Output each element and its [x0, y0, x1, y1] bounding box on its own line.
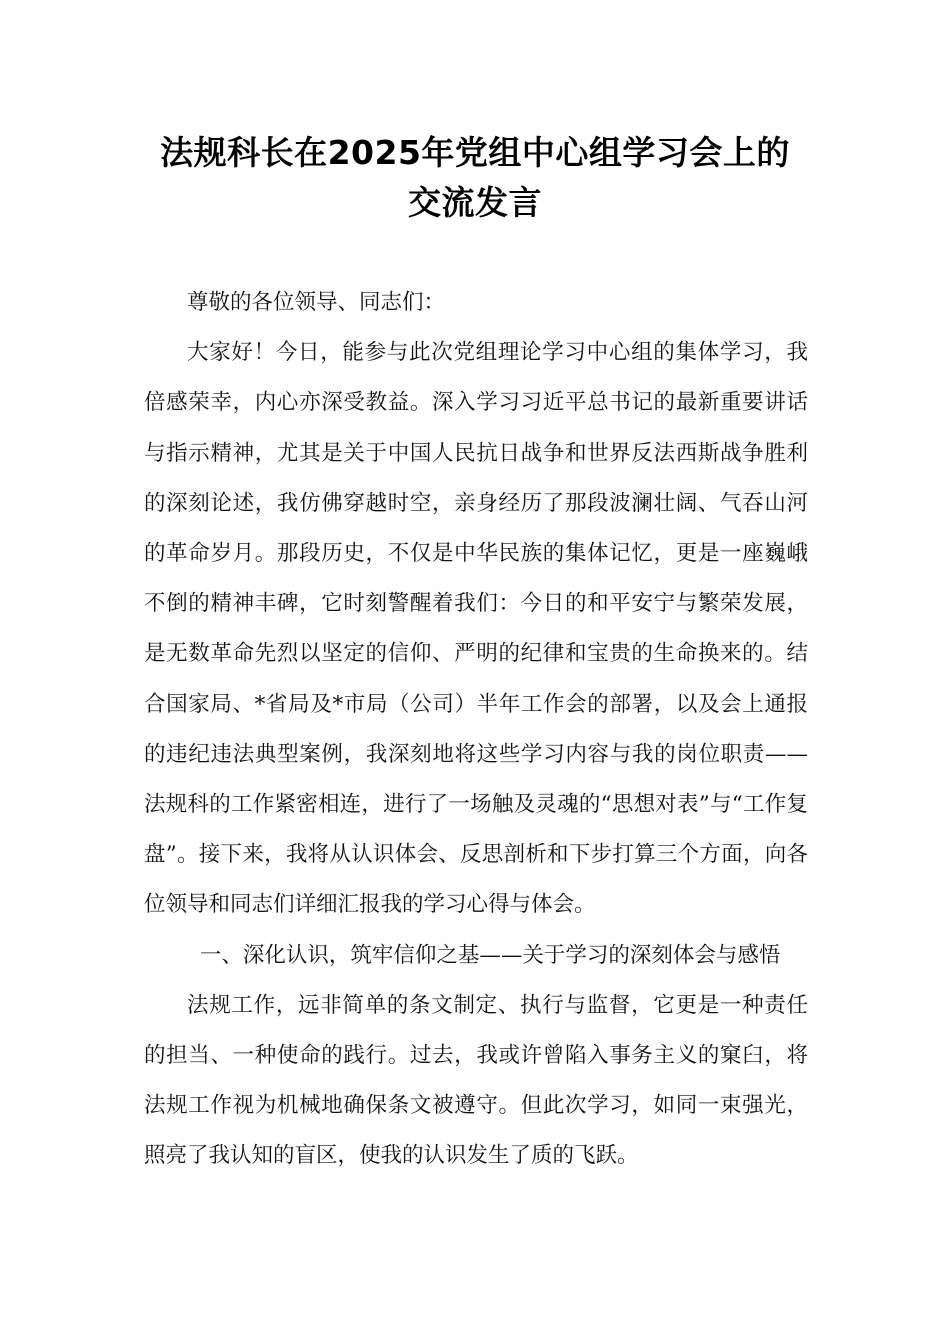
- document-body: [144, 278, 808, 1182]
- paragraph-section-1: 法规工作，远非简单的条文制定、执行与监督，它更是一种责任的担当、一种使命的践行。过去，我或许曾陷入事务主义的窠臼，将法规工作视为机械地确保条文被遵守。但此次学习，如同一束强光，照亮了我认知的盲区，使我的认识发生了质的飞跃。: [144, 992, 808, 1169]
- document-title: [120, 128, 830, 228]
- title-line-2: 交流发言: [408, 183, 542, 222]
- section-heading-1: 一、深化认识，筑牢信仰之基——关于学习的深刻体会与感悟: [199, 942, 781, 968]
- salutation: 尊敬的各位领导、同志们：: [187, 290, 446, 315]
- title-line-1: 法规科长在2025年党组中心组学习会上的: [160, 133, 790, 172]
- paragraph-opening: 大家好！今日，能参与此次党组理论学习中心组的集体学习，我倍感荣幸，内心亦深受教益。深入学习习近平总书记的最新重要讲话与指示精神，尤其是关于中国人民抗日战争和世界反法西斯战争胜利的深刻论述，我仿佛穿越时空，亲身经历了那段波澜壮阔、气吞山河的革命岁月。那段历史，不仅是中华民族的集体记忆，更是一座巍峨不倒的精神丰碑，它时刻警醒着我们：今日的和平安宁与繁荣发展，是无数革命先烈以坚定的信仰、严明的纪律和宝贵的生命换来的。结合国家局、*省局及*市局（公司）半年工作会的部署，以及会上通报的违纪违法典型案例，我深刻地将这些学习内容与我的岗位职责——法规科的工作紧密相连，进行了一场触及灵魂的“思想对表”与“工作复盘”。接下来，我将从认识体会、反思剖析和下步打算三个方面，向各位领导和同志们详细汇报我的学习心得与体会。: [144, 340, 808, 918]
